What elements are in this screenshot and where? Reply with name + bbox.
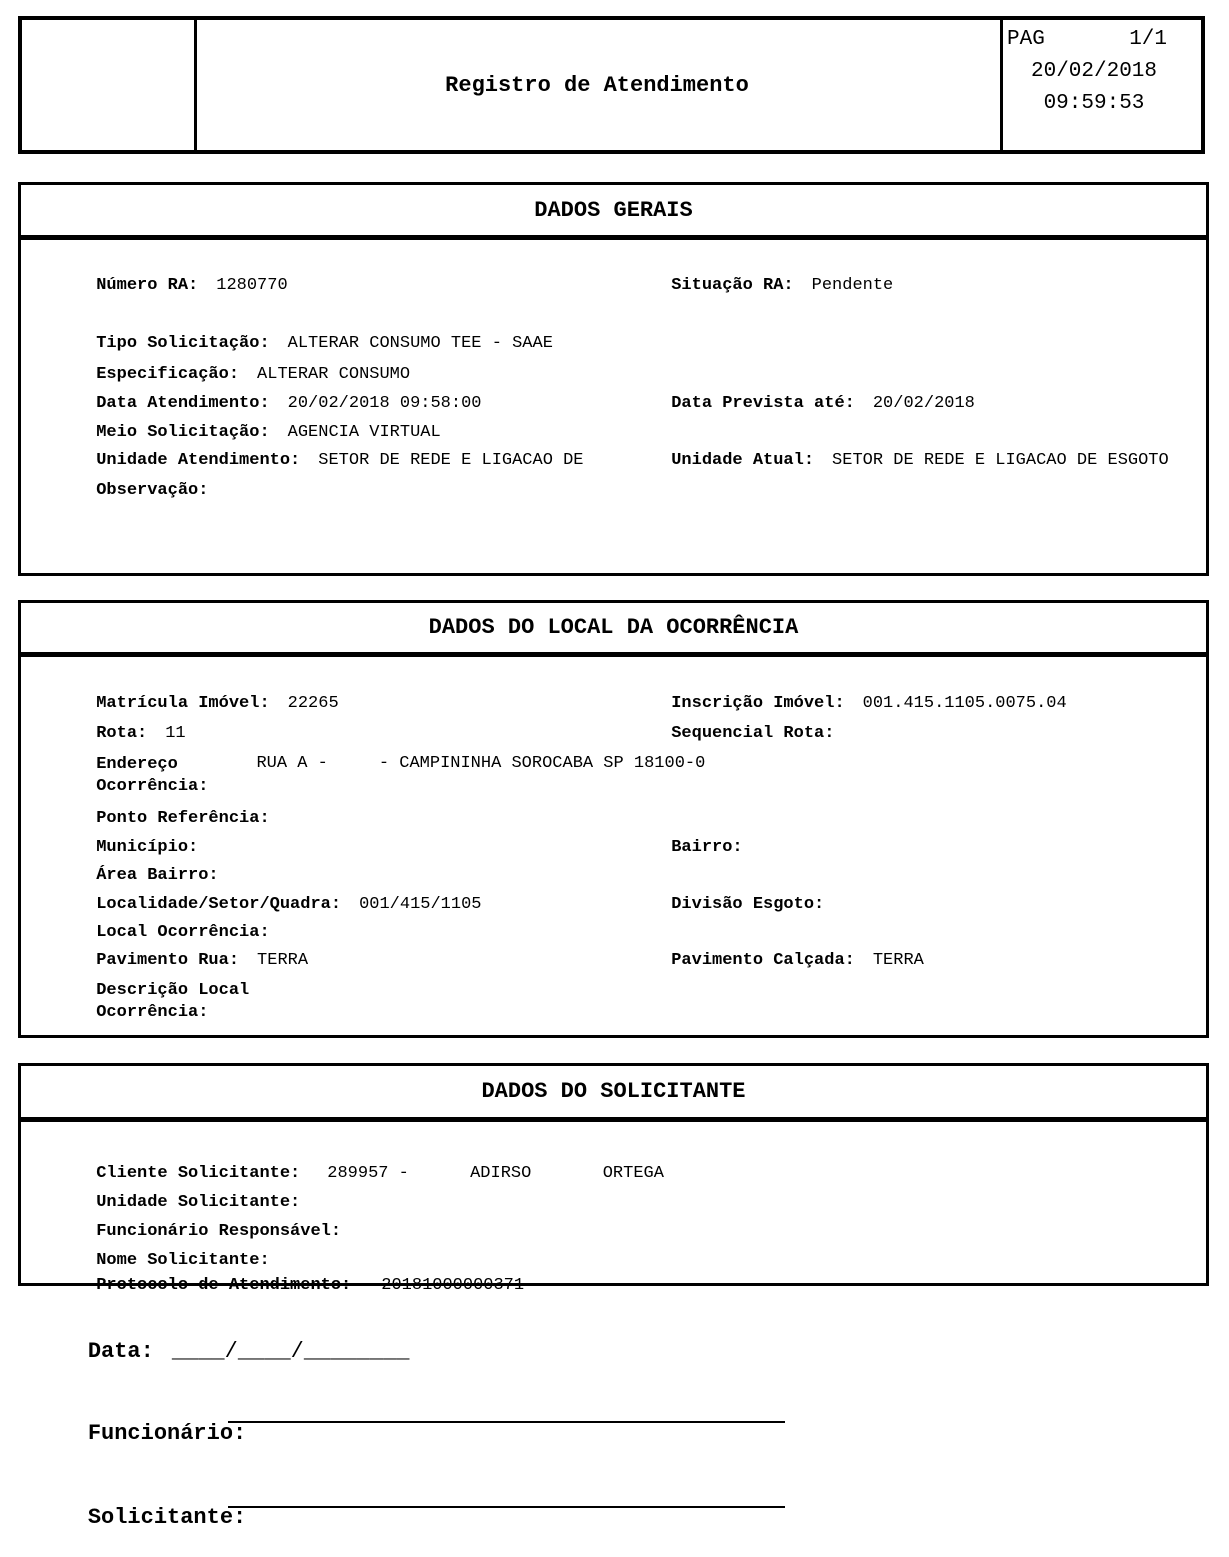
field-value: AGENCIA VIRTUAL [287, 423, 441, 442]
field-label: Ponto Referência: [96, 809, 270, 828]
funcionario-signature-line [228, 1421, 785, 1423]
field-value: Pendente [811, 276, 894, 295]
field-label: Situação RA: [671, 276, 794, 295]
field-value: 001/415/1105 [359, 895, 482, 914]
field-label: Pavimento Calçada: [671, 951, 855, 970]
field-value: 289957 - ADIRSO ORTEGA [327, 1164, 664, 1183]
field-divisao-esgoto [610, 875, 842, 935]
field-value: 20/02/2018 [872, 394, 975, 413]
report-title: Registro de Atendimento [445, 72, 749, 98]
field-label: Especificação: [96, 365, 240, 384]
page-number: 1/1 [1129, 28, 1167, 51]
field-label: Inscrição Imóvel: [671, 694, 845, 713]
signature-data-row [35, 1313, 409, 1391]
section-dados-solicitante [18, 1063, 1209, 1295]
field-pavimento-calcada [610, 931, 924, 991]
field-value: RUA A - - CAMPININHA SOROCABA SP 18100-0 [256, 754, 706, 773]
field-value: 22265 [287, 694, 339, 713]
field-label: Cliente Solicitante: [96, 1164, 301, 1183]
report-time: 09:59:53 [1043, 92, 1145, 115]
field-label: Rota: [96, 724, 148, 743]
field-value: 11 [165, 724, 186, 743]
field-label: Protocolo de Atendimento: [96, 1276, 352, 1295]
field-label: Local Ocorrência: [96, 923, 270, 942]
field-protocolo-atendimento [35, 1256, 524, 1316]
field-value: 20/02/2018 09:58:00 [287, 394, 482, 413]
field-label: Funcionário Responsável: [96, 1222, 342, 1241]
logo-cell [22, 20, 194, 150]
field-value: ALTERAR CONSUMO TEE - SAAE [287, 334, 553, 353]
field-situacao-ra [610, 256, 893, 316]
field-label: Endereço Ocorrência: [96, 755, 209, 796]
field-descricao-local [35, 960, 267, 1044]
field-label: Nome Solicitante: [96, 1251, 270, 1270]
report-date: 20/02/2018 [1030, 60, 1158, 83]
signature-funcionario-label: Funcionário: [87, 1421, 247, 1446]
section-title: DADOS DO SOLICITANTE [21, 1066, 1206, 1122]
field-label: Matrícula Imóvel: [96, 694, 270, 713]
signature-funcionario-row [35, 1395, 246, 1473]
section-title: DADOS DO LOCAL DA OCORRÊNCIA [21, 603, 1206, 657]
field-unidade-atual [610, 431, 1169, 491]
field-label: Número RA: [96, 276, 199, 295]
field-label: Observação: [96, 481, 209, 500]
report-header [18, 16, 1205, 154]
field-value: 20181000000371 [381, 1276, 525, 1295]
field-value: TERRA [872, 951, 924, 970]
section-dados-local [18, 600, 1209, 1038]
field-value: SETOR DE REDE E LIGACAO DE ESGOTO [832, 451, 1169, 470]
signature-solicitante-label: Solicitante: [87, 1505, 247, 1530]
field-label: Bairro: [671, 838, 743, 857]
field-label: Meio Solicitação: [96, 423, 270, 442]
section-title: DADOS GERAIS [21, 185, 1206, 240]
header-meta [1003, 20, 1201, 150]
signature-solicitante-row [35, 1479, 246, 1557]
field-label: Unidade Atendimento: [96, 451, 301, 470]
field-label: Área Bairro: [96, 866, 219, 885]
field-label: Unidade Atual: [671, 451, 815, 470]
field-label: Descrição Local Ocorrência: [96, 981, 250, 1022]
signature-data-blanks: ____/____/________ [171, 1339, 410, 1364]
field-bairro [610, 818, 761, 878]
field-label: Município: [96, 838, 199, 857]
field-label: Localidade/Setor/Quadra: [96, 895, 342, 914]
field-value: ALTERAR CONSUMO [257, 365, 411, 384]
field-label: Data Prevista até: [671, 394, 855, 413]
field-label: Pavimento Rua: [96, 951, 240, 970]
field-observacao [35, 461, 226, 521]
field-label: Sequencial Rota: [671, 724, 835, 743]
solicitante-signature-line [228, 1506, 785, 1508]
field-label: Data Atendimento: [96, 394, 270, 413]
page-indicator [1007, 28, 1167, 51]
signature-data-label: Data: [87, 1339, 154, 1364]
section-dados-gerais [18, 182, 1209, 576]
field-value: SETOR DE REDE E LIGACAO DE [318, 451, 584, 470]
field-label: Unidade Solicitante: [96, 1193, 301, 1212]
field-value: 1280770 [216, 276, 288, 295]
field-label: Divisão Esgoto: [671, 895, 825, 914]
field-label: Tipo Solicitação: [96, 334, 270, 353]
field-data-prevista [610, 374, 975, 434]
field-value: TERRA [257, 951, 309, 970]
field-numero-ra [35, 256, 288, 316]
field-value: 001.415.1105.0075.04 [862, 694, 1067, 713]
page-label: PAG [1007, 28, 1045, 51]
